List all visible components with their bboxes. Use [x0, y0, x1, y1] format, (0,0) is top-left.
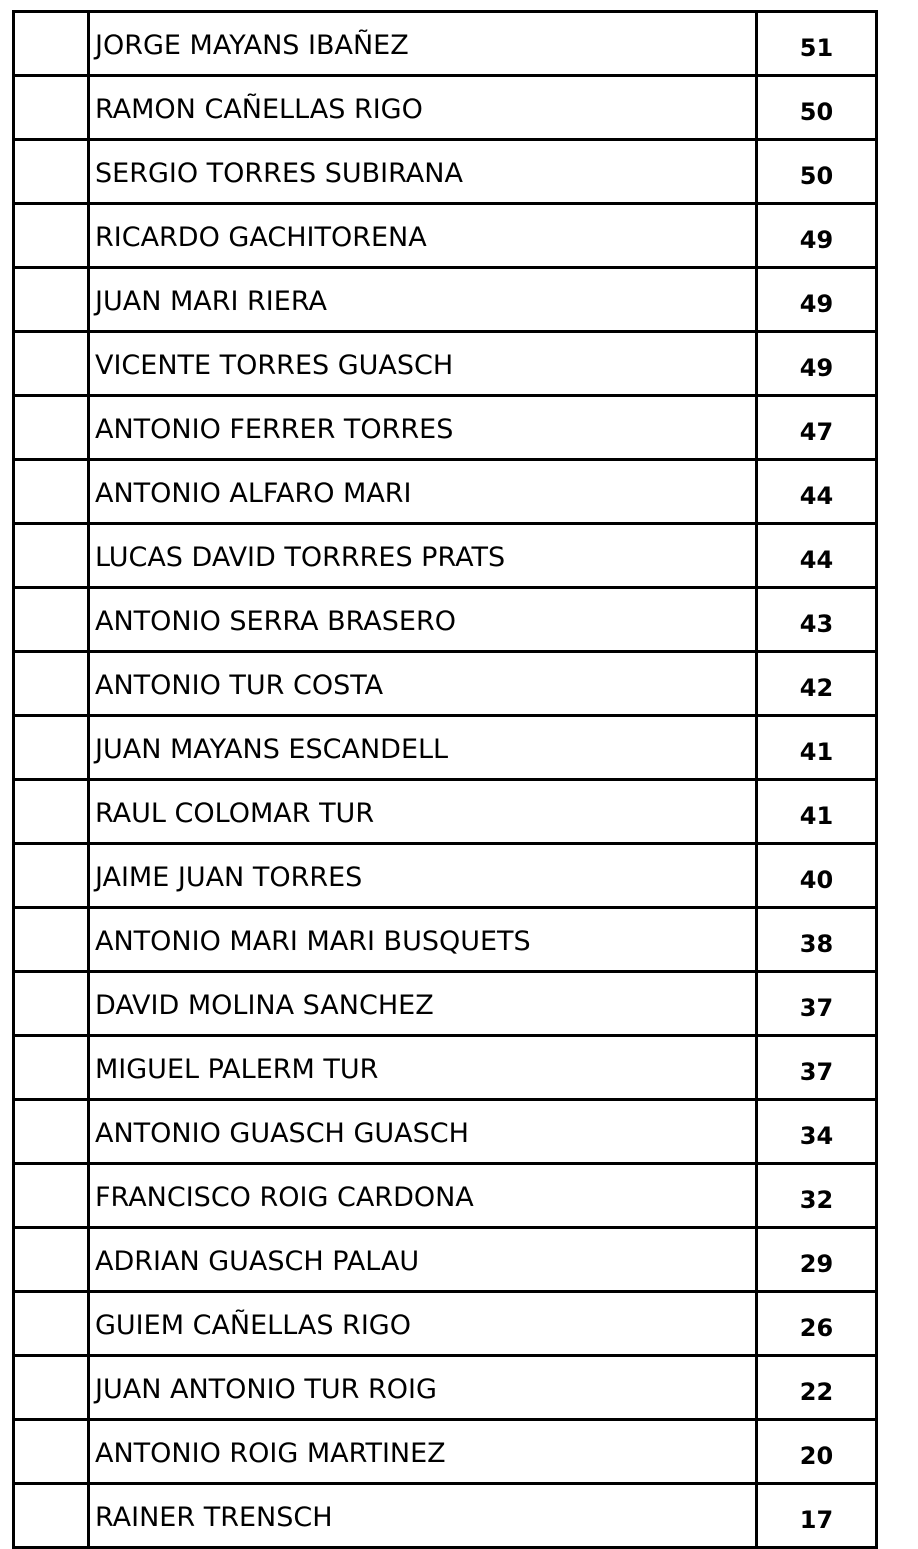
points-cell: 49 — [757, 204, 877, 268]
table-row — [14, 716, 877, 780]
rank-cell — [14, 588, 89, 652]
table-row — [14, 1292, 877, 1356]
standings-table-wrapper — [12, 10, 873, 1549]
player-name-cell: LUCAS DAVID TORRRES PRATS — [89, 524, 757, 588]
player-name-cell: ANTONIO ROIG MARTINEZ — [89, 1420, 757, 1484]
table-row — [14, 588, 877, 652]
rank-cell — [14, 1292, 89, 1356]
points-cell: 44 — [757, 460, 877, 524]
player-name-cell: JUAN MAYANS ESCANDELL — [89, 716, 757, 780]
table-row — [14, 524, 877, 588]
table-row — [14, 12, 877, 76]
rank-cell — [14, 76, 89, 140]
points-cell: 47 — [757, 396, 877, 460]
table-row — [14, 972, 877, 1036]
table-row — [14, 460, 877, 524]
table-row — [14, 332, 877, 396]
player-name-cell: RAINER TRENSCH — [89, 1484, 757, 1548]
table-row — [14, 268, 877, 332]
player-name-cell: JUAN MARI RIERA — [89, 268, 757, 332]
points-cell: 50 — [757, 76, 877, 140]
points-cell: 29 — [757, 1228, 877, 1292]
points-cell: 22 — [757, 1356, 877, 1420]
player-name-cell: JAIME JUAN TORRES — [89, 844, 757, 908]
table-row — [14, 396, 877, 460]
table-row — [14, 204, 877, 268]
table-row — [14, 1164, 877, 1228]
rank-cell — [14, 140, 89, 204]
table-row — [14, 1228, 877, 1292]
points-cell: 40 — [757, 844, 877, 908]
player-name-cell: JORGE MAYANS IBAÑEZ — [89, 12, 757, 76]
rank-cell — [14, 844, 89, 908]
points-cell: 43 — [757, 588, 877, 652]
points-cell: 34 — [757, 1100, 877, 1164]
points-cell: 20 — [757, 1420, 877, 1484]
player-name-cell: MIGUEL PALERM TUR — [89, 1036, 757, 1100]
rank-cell — [14, 268, 89, 332]
points-cell: 44 — [757, 524, 877, 588]
points-cell: 37 — [757, 1036, 877, 1100]
rank-cell — [14, 332, 89, 396]
table-row — [14, 780, 877, 844]
table-row — [14, 1420, 877, 1484]
standings-table — [12, 10, 878, 1549]
rank-cell — [14, 1100, 89, 1164]
rank-cell — [14, 972, 89, 1036]
player-name-cell: SERGIO TORRES SUBIRANA — [89, 140, 757, 204]
player-name-cell: RICARDO GACHITORENA — [89, 204, 757, 268]
table-row — [14, 844, 877, 908]
player-name-cell: RAMON CAÑELLAS RIGO — [89, 76, 757, 140]
player-name-cell: RAUL COLOMAR TUR — [89, 780, 757, 844]
player-name-cell: ANTONIO FERRER TORRES — [89, 396, 757, 460]
table-row — [14, 76, 877, 140]
table-row — [14, 1036, 877, 1100]
player-name-cell: ANTONIO GUASCH GUASCH — [89, 1100, 757, 1164]
rank-cell — [14, 204, 89, 268]
points-cell: 37 — [757, 972, 877, 1036]
rank-cell — [14, 780, 89, 844]
points-cell: 41 — [757, 716, 877, 780]
rank-cell — [14, 12, 89, 76]
table-row — [14, 1484, 877, 1548]
standings-table-body — [14, 12, 877, 1548]
table-row — [14, 1100, 877, 1164]
player-name-cell: FRANCISCO ROIG CARDONA — [89, 1164, 757, 1228]
points-cell: 26 — [757, 1292, 877, 1356]
rank-cell — [14, 908, 89, 972]
player-name-cell: ANTONIO ALFARO MARI — [89, 460, 757, 524]
rank-cell — [14, 1420, 89, 1484]
points-cell: 49 — [757, 268, 877, 332]
player-name-cell: DAVID MOLINA SANCHEZ — [89, 972, 757, 1036]
player-name-cell: JUAN ANTONIO TUR ROIG — [89, 1356, 757, 1420]
player-name-cell: ANTONIO TUR COSTA — [89, 652, 757, 716]
rank-cell — [14, 460, 89, 524]
points-cell: 32 — [757, 1164, 877, 1228]
rank-cell — [14, 524, 89, 588]
rank-cell — [14, 1036, 89, 1100]
rank-cell — [14, 1228, 89, 1292]
points-cell: 50 — [757, 140, 877, 204]
rank-cell — [14, 1164, 89, 1228]
player-name-cell: ADRIAN GUASCH PALAU — [89, 1228, 757, 1292]
rank-cell — [14, 1484, 89, 1548]
rank-cell — [14, 652, 89, 716]
points-cell: 51 — [757, 12, 877, 76]
table-row — [14, 652, 877, 716]
table-row — [14, 908, 877, 972]
points-cell: 42 — [757, 652, 877, 716]
player-name-cell: ANTONIO SERRA BRASERO — [89, 588, 757, 652]
points-cell: 17 — [757, 1484, 877, 1548]
rank-cell — [14, 1356, 89, 1420]
player-name-cell: VICENTE TORRES GUASCH — [89, 332, 757, 396]
rank-cell — [14, 396, 89, 460]
points-cell: 41 — [757, 780, 877, 844]
rank-cell — [14, 716, 89, 780]
player-name-cell: ANTONIO MARI MARI BUSQUETS — [89, 908, 757, 972]
points-cell: 38 — [757, 908, 877, 972]
player-name-cell: GUIEM CAÑELLAS RIGO — [89, 1292, 757, 1356]
table-row — [14, 140, 877, 204]
table-row — [14, 1356, 877, 1420]
points-cell: 49 — [757, 332, 877, 396]
